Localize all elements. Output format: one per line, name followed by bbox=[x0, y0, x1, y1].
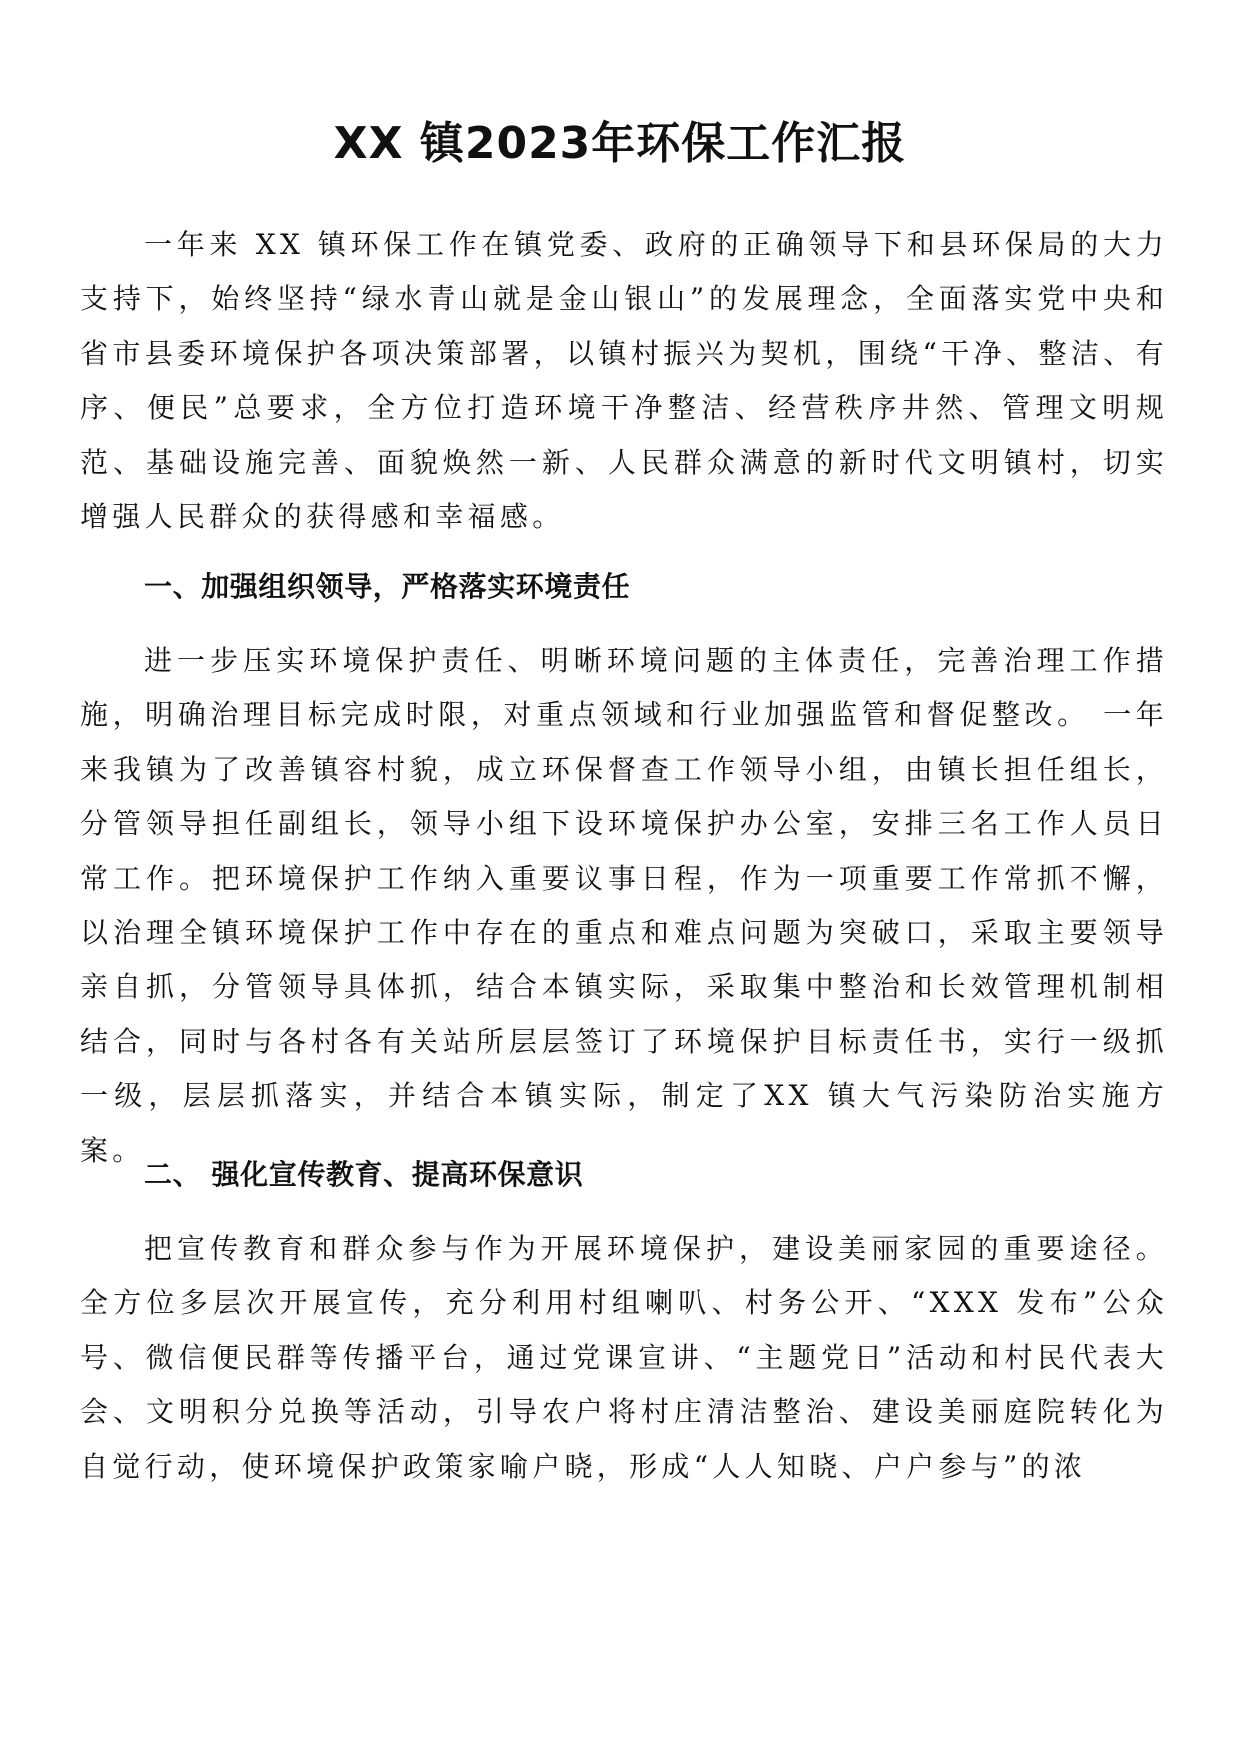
section-paragraph-2: 把宣传教育和群众参与作为开展环境保护，建设美丽家园的重要途径。全方位多层次开展宣传，充分利用村组喇叭、村务公开、“XXX 发布”公众号、微信便民群等传播平台，通过党课宣讲、“主题党日”活动和村民代表大会、文明积分兑换等活动，引导农户将村庄清洁整治、建设美丽庭院转化为自觉行动，使环境保护政策家喻户晓，形成“人人知晓、户户参与”的浓 bbox=[80, 1232, 1168, 1483]
section-heading-1: 一、加强组织领导，严格落实环境责任 bbox=[144, 570, 631, 603]
intro-paragraph: 一年来 XX 镇环保工作在镇党委、政府的正确领导下和县环保局的大力支持下，始终坚持“绿水青山就是金山银山”的发展理念，全面落实党中央和省市县委环境保护各项决策部署，以镇村振兴为契机，围绕“干净、整洁、有序、便民”总要求，全方位打造环境干净整洁、经营秩序井然、管理文明规范、基础设施完善、面貌焕然一新、人民群众满意的新时代文明镇村，切实增强人民群众的获得感和幸福感。 bbox=[80, 228, 1168, 534]
section-paragraph-1: 进一步压实环境保护责任、明晰环境问题的主体责任，完善治理工作措施，明确治理目标完成时限，对重点领域和行业加强监管和督促整改。 一年来我镇为了改善镇容村貌，成立环保督查工作领导小组，由镇长担任组长，分管领导担任副组长，领导小组下设环境保护办公室，安排三名工作人员日常工作。把环境保护工作纳入重要议事日程，作为一项重要工作常抓不懈，以治理全镇环境保护工作中存在的重点和难点问题为突破口，采取主要领导亲自抓，分管领导具体抓，结合本镇实际，采取集中整治和长效管理机制相结合，同时与各村各有关站所层层签订了环境保护目标责任书，实行一级抓一级，层层抓落实，并结合本镇实际，制定了XX 镇大气污染防治实施方案。 bbox=[80, 644, 1168, 1167]
page-title: XX 镇2023年环保工作汇报 bbox=[333, 118, 907, 169]
section-heading-2: 二、 强化宣传教育、提高环保意识 bbox=[144, 1158, 584, 1191]
